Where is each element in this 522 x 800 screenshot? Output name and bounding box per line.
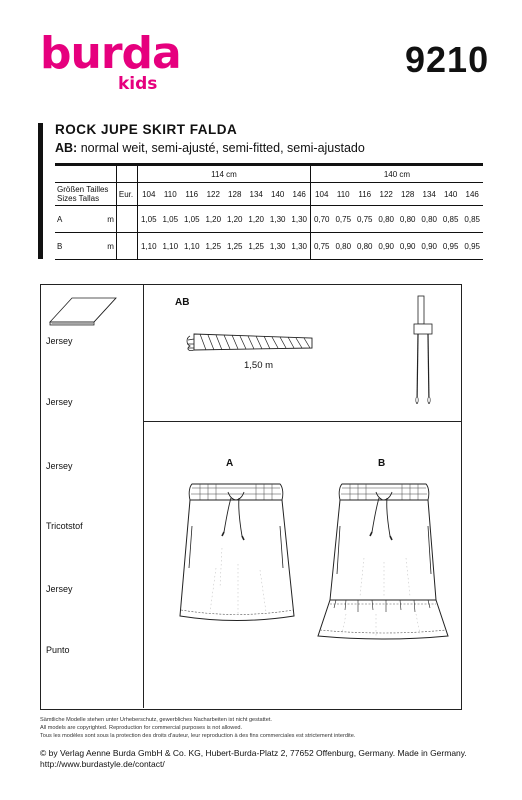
size-label: 110: [160, 183, 181, 206]
yardage-cell: 0,85: [440, 206, 461, 233]
pattern-number: 9210: [405, 39, 490, 80]
yardage-cell: 0,80: [418, 206, 439, 233]
yardage-cell: 0,75: [354, 206, 375, 233]
size-label: 140: [440, 183, 461, 206]
size-label: 128: [397, 183, 418, 206]
yardage-cell: 0,90: [375, 233, 396, 260]
twin-needle-icon: [408, 296, 438, 414]
size-header-line1: Größen Tailles: [57, 185, 109, 194]
publisher-info: [40, 748, 467, 770]
yardage-cell: 1,05: [181, 206, 202, 233]
size-label: 116: [354, 183, 375, 206]
yardage-cell: 1,05: [160, 206, 181, 233]
unit-label: m: [83, 233, 116, 260]
yardage-cell: 0,80: [375, 206, 396, 233]
size-label: 146: [288, 183, 310, 206]
brand-logo-sub: kids: [118, 74, 158, 94]
size-label: 140: [267, 183, 288, 206]
yardage-cell: 0,70: [310, 206, 332, 233]
size-header: [55, 183, 116, 206]
size-label: 146: [461, 183, 483, 206]
size-label: 122: [375, 183, 396, 206]
yardage-cell: 1,30: [267, 206, 288, 233]
notions-section: [144, 284, 461, 422]
fabric-bolt-icon: [48, 292, 118, 326]
view-label: A: [55, 206, 83, 233]
yardage-table: [55, 163, 483, 260]
size-label: 110: [333, 183, 354, 206]
garment-title: ROCK JUPE SKIRT FALDA: [55, 122, 238, 137]
fit-text: normal weit, semi-ajusté, semi-fitted, semi-ajustado: [80, 141, 365, 155]
size-label: 134: [245, 183, 266, 206]
yardage-cell: 1,25: [203, 233, 224, 260]
cord-icon: [184, 328, 314, 358]
yardage-cell: 0,75: [333, 206, 354, 233]
section-bracket: [38, 123, 43, 259]
yardage-cell: 1,10: [160, 233, 181, 260]
fabric-label: Punto: [46, 645, 70, 655]
fabric-label: Jersey: [46, 461, 73, 471]
brand-logo: burda: [40, 28, 181, 79]
fabric-column: [40, 284, 144, 708]
yardage-cell: 0,95: [440, 233, 461, 260]
contact-url[interactable]: http://www.burdastyle.de/contact/: [40, 759, 165, 769]
size-label: 134: [418, 183, 439, 206]
fabric-label: Tricotstof: [46, 521, 83, 531]
notions-view-label: AB: [175, 297, 190, 308]
yardage-cell: 1,20: [224, 206, 245, 233]
yardage-cell: 1,20: [245, 206, 266, 233]
yardage-cell: 0,85: [461, 206, 483, 233]
yardage-cell: 1,25: [224, 233, 245, 260]
fit-prefix: AB:: [55, 141, 78, 155]
size-label: 104: [138, 183, 160, 206]
yardage-cell: 1,20: [203, 206, 224, 233]
publisher-address: © by Verlag Aenne Burda GmbH & Co. KG, Hubert-Burda-Platz 2, 77652 Offenburg, Germany. Made in Germany.: [40, 748, 467, 758]
yardage-cell: 0,80: [354, 233, 375, 260]
yardage-cell: 1,30: [267, 233, 288, 260]
size-header-line2: Sizes Tallas: [57, 194, 100, 203]
fabric-width-140: 140 cm: [310, 165, 483, 183]
fabric-width-114: 114 cm: [138, 165, 311, 183]
size-label: 116: [181, 183, 202, 206]
size-label: 104: [310, 183, 332, 206]
skirt-a-illustration: [176, 478, 298, 628]
cord-length: 1,50 m: [244, 360, 274, 371]
skirt-b-illustration: [316, 478, 452, 642]
unit-label: m: [83, 206, 116, 233]
view-b-label: B: [378, 458, 386, 469]
fabric-label: Jersey: [46, 397, 73, 407]
copyright-line-en: All models are copyrighted. Reproduction for commercial purposes is not allowed.: [40, 725, 243, 731]
fit-description: [55, 141, 365, 155]
yardage-cell: 0,95: [461, 233, 483, 260]
yardage-cell: 0,75: [310, 233, 332, 260]
copyright-line-fr: Tous les modèles sont sous la protection des droits d'auteur, leur reproduction à des fins commerciales est strictement interdite.: [40, 733, 356, 739]
size-label: 128: [224, 183, 245, 206]
eur-label: Eur.: [116, 183, 137, 206]
yardage-cell: 0,90: [397, 233, 418, 260]
fabric-label: Jersey: [46, 336, 73, 346]
copyright-line-de: Sämtliche Modelle stehen unter Urheberschutz, gewerbliches Nacharbeiten ist nicht gestattet.: [40, 717, 272, 723]
yardage-cell: 1,05: [138, 206, 160, 233]
copyright-notice: [40, 716, 355, 740]
view-label: B: [55, 233, 83, 260]
yardage-cell: 1,10: [181, 233, 202, 260]
yardage-cell: 1,30: [288, 206, 310, 233]
fabric-label: Jersey: [46, 584, 73, 594]
size-label: 122: [203, 183, 224, 206]
yardage-cell: 1,30: [288, 233, 310, 260]
view-a-label: A: [226, 458, 234, 469]
yardage-cell: 1,10: [138, 233, 160, 260]
yardage-cell: 1,25: [245, 233, 266, 260]
yardage-cell: 0,90: [418, 233, 439, 260]
yardage-cell: 0,80: [397, 206, 418, 233]
yardage-cell: 0,80: [333, 233, 354, 260]
